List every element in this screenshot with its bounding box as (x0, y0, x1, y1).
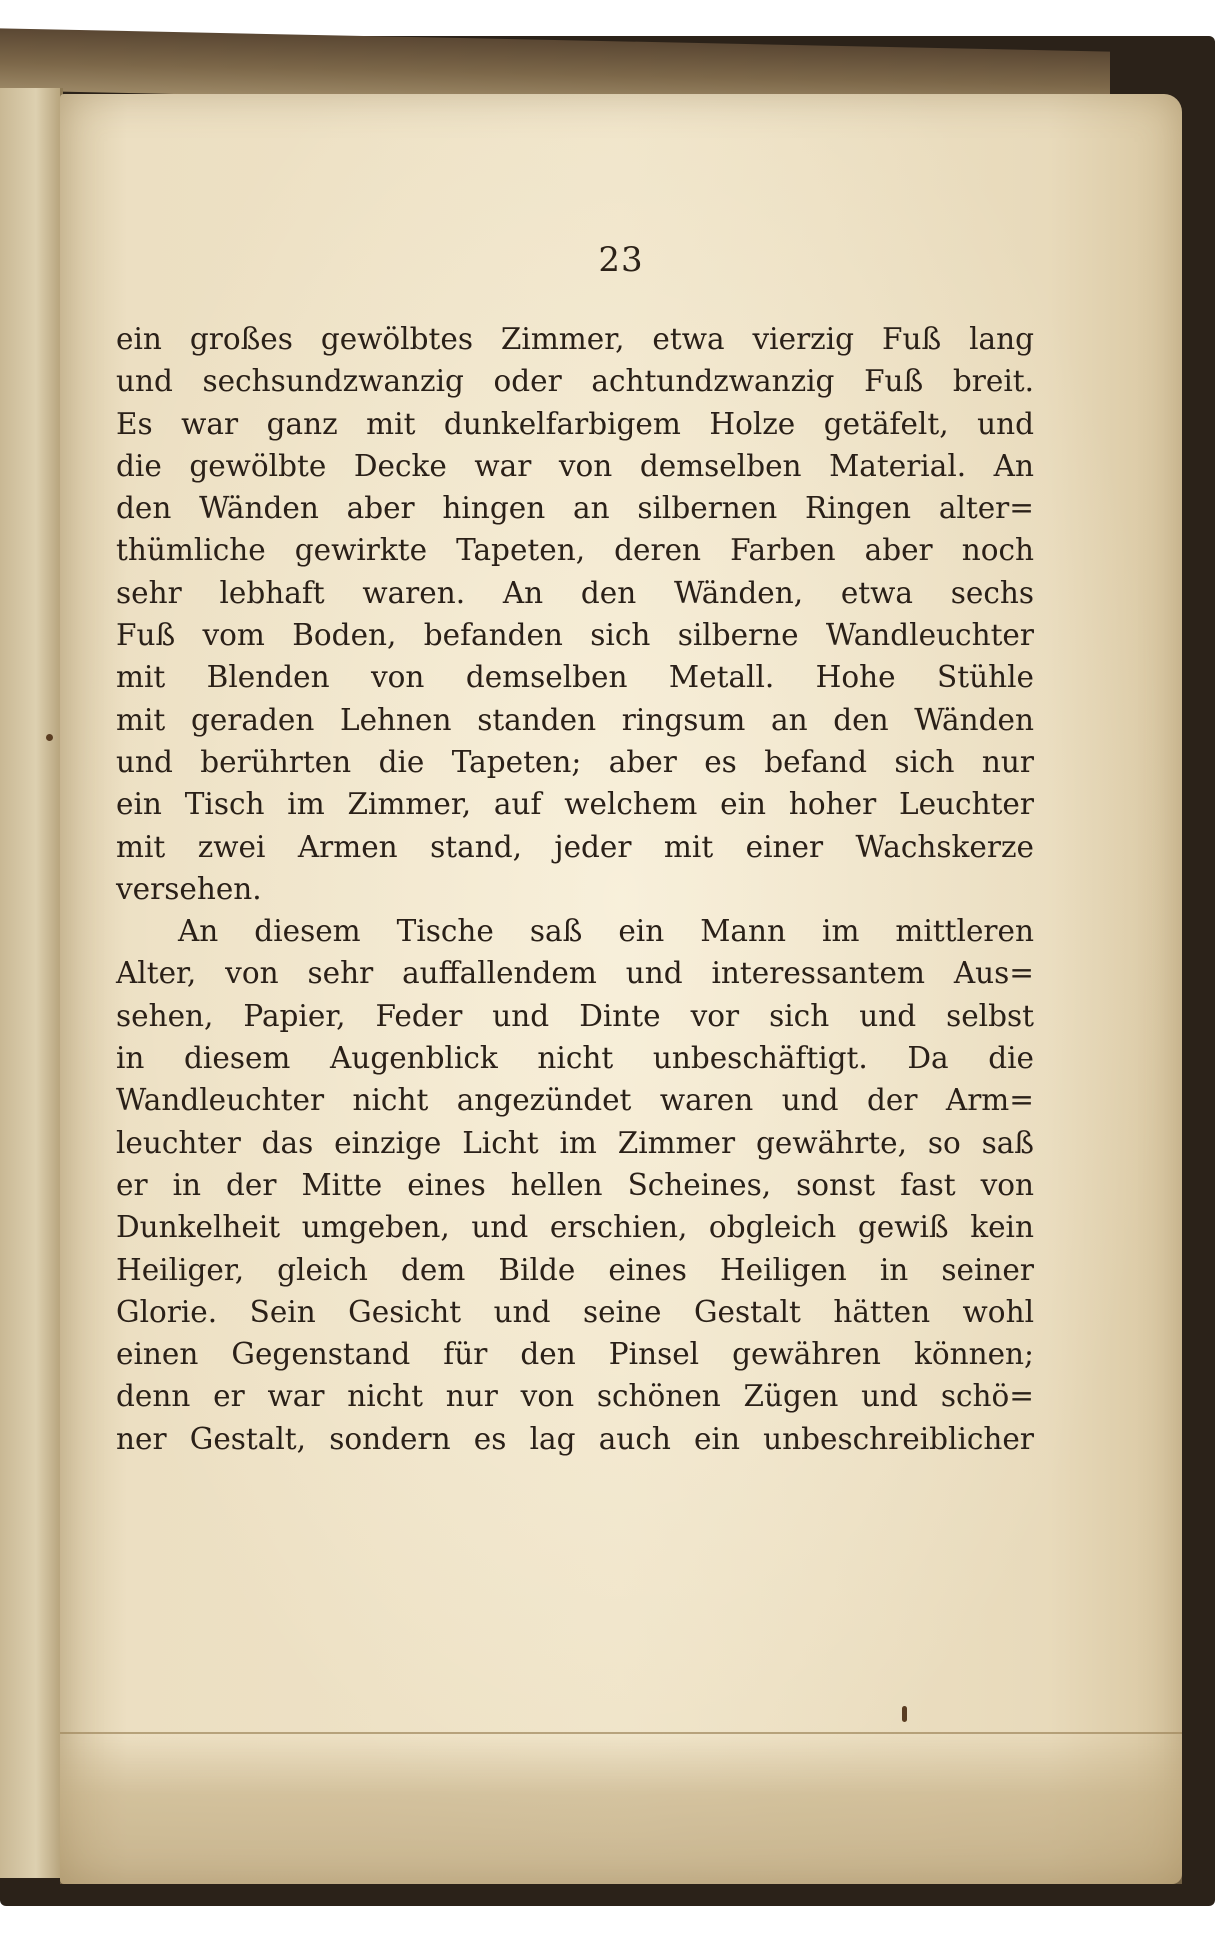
text-line-21: er in der Mitte eines hellen Scheines, sonst fast von (116, 1167, 1034, 1202)
page-number: 23 (598, 240, 644, 280)
text-line-15: An diesem Tische saß ein Mann im mittleren (178, 914, 1034, 949)
text-line-2: und sechsundzwanzig oder achtundzwanzig Fuß breit. (116, 364, 1034, 399)
text-line-1: ein großes gewölbtes Zimmer, etwa vierzig Fuß lang (116, 322, 1034, 356)
ink-speck (46, 734, 53, 741)
page-text (116, 318, 1034, 1460)
text-line-8: Fuß vom Boden, befanden sich silberne Wandleuchter (116, 618, 1034, 653)
text-line-25: einen Gegenstand für den Pinsel gewähren können; (116, 1337, 1034, 1372)
text-line-5: den Wänden aber hingen an silbernen Ringen alter= (116, 491, 1034, 526)
facing-page-edge (0, 88, 63, 1878)
text-line-11: und berührten die Tapeten; aber es befand sich nur (116, 744, 1034, 779)
ink-speck (902, 1706, 907, 1722)
text-line-26: denn er war nicht nur von schönen Zügen und schö= (116, 1379, 1034, 1414)
text-line-20: leuchter das einzige Licht im Zimmer gewährte, so saß (116, 1125, 1034, 1160)
book-page (60, 94, 1182, 1884)
text-line-19: Wandleuchter nicht angezündet waren und der Arm= (116, 1083, 1034, 1118)
text-line-6: thümliche gewirkte Tapeten, deren Farben aber noch (116, 533, 1034, 568)
text-line-9: mit Blenden von demselben Metall. Hohe Stühle (116, 660, 1034, 695)
text-line-24: Glorie. Sein Gesicht und seine Gestalt hätten wohl (116, 1294, 1034, 1329)
text-line-3: Es war ganz mit dunkelfarbigem Holze getäfelt, und (116, 406, 1034, 441)
text-line-23: Heiliger, gleich dem Bilde eines Heiligen in seiner (116, 1252, 1034, 1287)
text-line-27: ner Gestalt, sondern es lag auch ein unbeschreiblicher (116, 1421, 1034, 1456)
page-bottom-stain (60, 1732, 1182, 1884)
text-line-17: sehen, Papier, Feder und Dinte vor sich und selbst (116, 998, 1034, 1033)
text-line-13: mit zwei Armen stand, jeder mit einer Wachskerze (116, 829, 1034, 864)
text-line-22: Dunkelheit umgeben, und erschien, obgleich gewiß kein (116, 1210, 1034, 1245)
text-line-18: in diesem Augenblick nicht unbeschäftigt. Da die (116, 1041, 1034, 1076)
text-line-10: mit geraden Lehnen standen ringsum an den Wänden (116, 702, 1034, 737)
text-line-7: sehr lebhaft waren. An den Wänden, etwa sechs (116, 575, 1034, 610)
text-line-12: ein Tisch im Zimmer, auf welchem ein hoher Leuchter (116, 787, 1034, 822)
text-line-4: die gewölbte Decke war von demselben Material. An (116, 448, 1034, 483)
text-line-16: Alter, von sehr auffallendem und interessantem Aus= (116, 956, 1034, 991)
text-line-14: versehen. (116, 871, 262, 906)
